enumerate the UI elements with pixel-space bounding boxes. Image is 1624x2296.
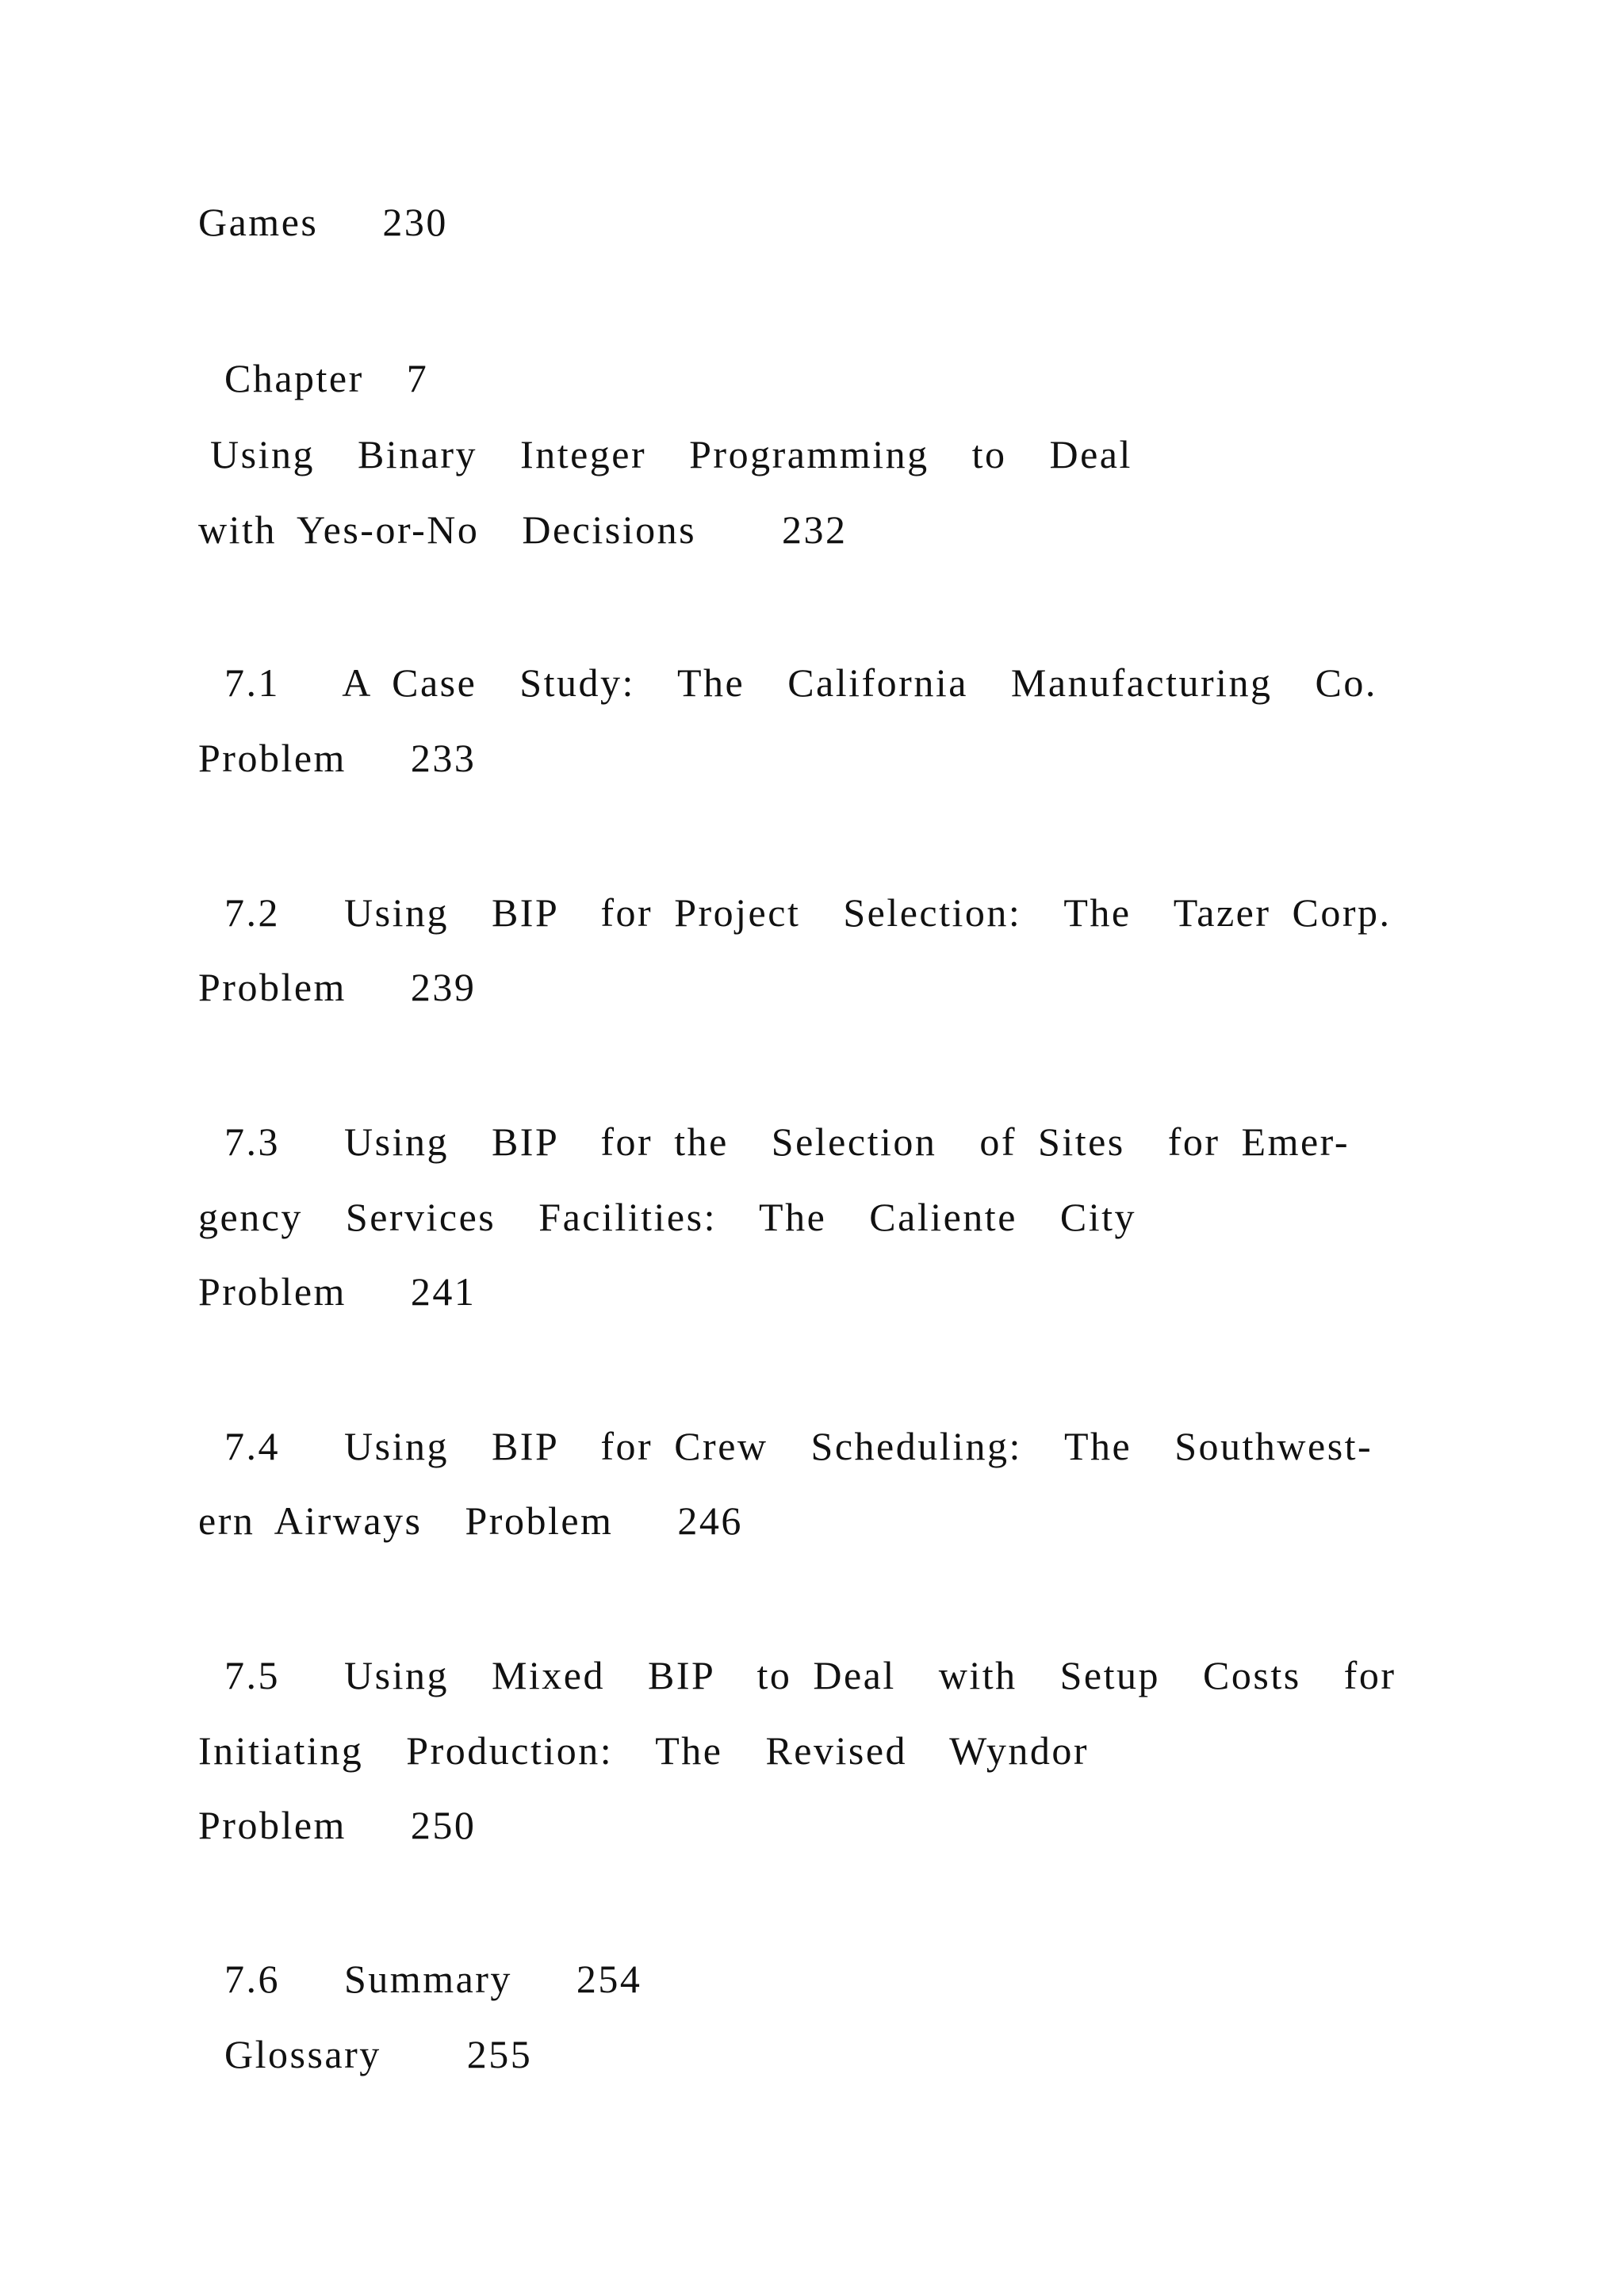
toc-entry-7-2-line-1: 7.2 Using BIP for Project Selection: The Tazer Corp. [224,890,1392,935]
toc-entry-7-5-line-1: 7.5 Using Mixed BIP to Deal with Setup Costs for [224,1653,1396,1697]
chapter-title-line-2: with Yes-or-No Decisions 232 [198,507,848,552]
toc-entry-7-3-line-1: 7.3 Using BIP for the Selection of Sites for Emer- [224,1119,1350,1164]
chapter-heading: Chapter 7 [224,356,429,400]
toc-entry-7-5-line-3: Problem 250 [198,1803,477,1847]
chapter-title-line-1: Using Binary Integer Programming to Deal [210,432,1132,476]
toc-entry-7-1-line-2: Problem 233 [198,736,477,780]
toc-entry-7-4-line-2: ern Airways Problem 246 [198,1498,743,1543]
toc-entry-7-3-line-2: gency Services Facilities: The Caliente City [198,1195,1137,1239]
toc-entry-glossary: Glossary 255 [224,2032,533,2076]
toc-entry-7-1-line-1: 7.1 A Case Study: The California Manufacturing Co. [224,660,1377,705]
toc-entry-7-3-line-3: Problem 241 [198,1269,477,1314]
toc-entry-7-5-line-2: Initiating Production: The Revised Wyndor [198,1728,1089,1773]
toc-entry-7-2-line-2: Problem 239 [198,965,477,1009]
toc-entry-games: Games 230 [198,200,448,244]
toc-entry-7-4-line-1: 7.4 Using BIP for Crew Scheduling: The Southwest- [224,1424,1373,1468]
toc-entry-7-6: 7.6 Summary 254 [224,1957,642,2001]
